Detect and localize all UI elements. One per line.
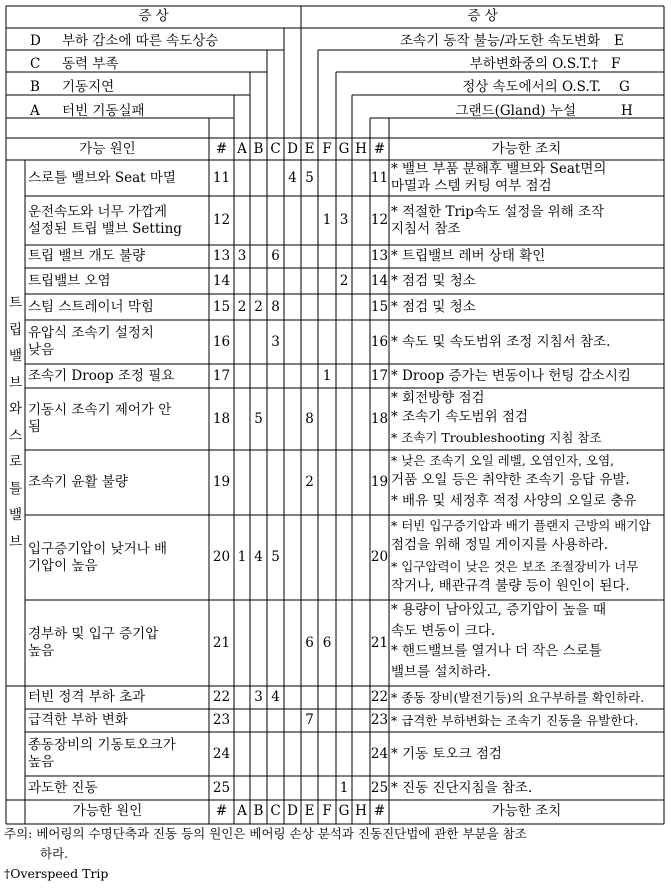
group-label-char: 틀 [8,480,23,497]
group-label-char: 립 [8,321,23,338]
footnote-line1: 주의: 베어링의 수명단축과 진동 등의 원인은 베어링 손상 분석과 진동진단법에 관한 부분을 참조 [4,826,527,841]
col-header-action: 가능한 조치 [491,141,562,157]
row-21-action: * 핸드밸브를 열거나 더 작은 스로틀 [391,643,602,659]
row-13-action: * 트립밸브 레버 상태 확인 [391,248,546,264]
right-symptom-code-G: G [619,79,630,95]
row-23-num2: 23 [370,712,389,728]
row-23-cause: 급격한 부하 변화 [28,712,128,728]
col-header-cause: 가능 원인 [79,141,136,157]
row-22-action: * 종동 장비(발전기등)의 요구부하를 확인하라. [391,690,645,705]
row-20-action: 작거나, 배관규격 불량 등이 원인이 된다. [391,577,630,594]
footer-header-num2: # [373,803,386,819]
row-20-cause: 기압이 높음 [28,557,98,574]
footer-header-d: D [287,803,298,819]
row-18-cause: 기동시 조속기 제어가 안 [28,402,172,418]
left-symptom-label-A: 터빈 기동실패 [62,103,145,119]
row-18-cell-b: 5 [254,410,263,427]
row-12-cell-f: 1 [322,212,332,228]
row-14-num: 14 [212,272,231,289]
row-11-cell-d: 4 [288,169,297,186]
right-symptom-code-F: F [611,56,621,72]
row-11-action: 마멸과 스템 커팅 여부 점검 [391,178,552,194]
row-21-action: 밸브를 설치하라. [391,663,491,680]
col-header-b: B [253,141,264,157]
left-symptom-label-D: 부하 감소에 따른 속도상승 [62,33,219,49]
row-21-cell-f: 6 [322,634,332,651]
row-19-cause: 조속기 윤활 불량 [28,474,128,490]
row-12-num: 12 [212,212,231,228]
row-11-cause: 스로틀 밸브와 Seat 마멸 [28,169,176,186]
row-24-cause: 높음 [28,754,55,770]
row-15-cell-a: 2 [237,298,247,315]
right-symptom-label-H: 그랜드(Gland) 누설 [455,103,576,119]
row-25-cell-g: 1 [339,779,349,796]
col-header-f: F [322,141,332,157]
group-label-char: 밸 [8,507,23,523]
col-header-e: E [304,141,315,157]
row-24-cause: 종동장비의 기동토오크가 [28,737,176,753]
row-18-cause: 됨 [28,419,42,435]
row-20-action: * 입구압력이 낮은 것은 보조 조절장비가 너무 [391,558,639,574]
row-12-cause: 운전속도와 너무 가깝게 [28,203,167,220]
col-header-num2: # [373,141,386,157]
row-23-num: 23 [212,712,231,728]
row-18-action: * 조속기 속도범위 점검 [391,409,528,426]
row-15-cause: 스팀 스트레이너 막힘 [28,298,154,315]
row-11-num: 11 [212,169,231,186]
row-16-action: * 속도 및 속도범위 조정 지침서 참조. [391,333,611,350]
row-21-cell-e: 6 [305,634,314,651]
col-header-d: D [287,141,298,157]
row-16-cell-c: 3 [271,333,280,350]
row-11-action: * 밸브 부품 분해후 밸브와 Seat면의 [391,161,607,177]
row-24-num: 24 [212,745,231,762]
row-20-action: * 터빈 입구증기압과 배기 플랜지 근방의 배기압 [391,518,651,533]
right-symptom-label-G: 정상 속도에서의 O.S.T. [462,79,601,95]
group-label-char: 브 [8,374,23,391]
row-18-num: 18 [212,410,231,427]
row-19-action: * 낮은 조속기 오일 레벨, 오염인자, 오염, [391,453,615,468]
col-header-h: H [355,141,367,157]
row-17-cell-f: 1 [322,367,332,384]
row-20-num2: 20 [370,549,389,565]
col-header-a: A [237,141,247,157]
footer-header-cause: 가능한 원인 [72,803,143,819]
row-19-cell-e: 2 [305,474,314,490]
row-22-num: 22 [212,689,231,705]
left-symptom-code-C: C [30,56,41,72]
row-18-action: * 조속기 Troubleshooting 지침 참조 [391,429,602,445]
footer-header-a: A [237,803,247,819]
group-label-char: 브 [8,533,23,550]
row-13-cell-c: 6 [271,248,280,264]
row-25-num: 25 [212,779,231,796]
row-11-cell-e: 5 [305,169,314,186]
row-15-action: * 점검 및 청소 [391,298,476,315]
footer-header-c: C [270,803,281,819]
row-20-action: 점검을 위해 정밀 게이지를 사용하라. [391,537,609,554]
footer-header-g: G [338,803,350,819]
row-21-num2: 21 [370,634,389,651]
row-19-num2: 19 [370,474,389,490]
row-18-action: * 회전방향 점검 [391,390,485,406]
row-21-num: 21 [212,634,231,651]
row-16-cause: 낮음 [28,342,55,358]
row-13-num2: 13 [370,248,389,264]
row-21-cause: 높음 [28,643,55,659]
footer-header-action: 가능한 조치 [491,803,562,819]
group-label-char: 로 [8,454,23,470]
row-18-num2: 18 [370,410,389,427]
row-22-cell-c: 4 [271,689,280,705]
col-header-num: # [215,141,228,157]
symptom-header-right: 증 상 [467,8,498,24]
row-21-action: 속도 변동이 크다. [391,622,496,639]
right-symptom-code-E: E [614,33,624,49]
row-15-cell-c: 8 [271,298,280,315]
row-12-cause: 설정된 트립 밸브 Setting [28,220,182,237]
row-25-action: * 진동 진단지침을 참조. [391,779,533,796]
row-16-num2: 16 [370,333,389,350]
group-label-char: 스 [8,427,23,444]
row-14-cause: 트립밸브 오염 [28,272,111,289]
row-22-num2: 22 [370,689,389,705]
row-25-num2: 25 [370,779,389,796]
row-17-cause: 조속기 Droop 조정 필요 [28,367,175,384]
footer-header-f: F [322,803,332,819]
footer-header-b: B [253,803,264,819]
footer-header-num: # [215,803,228,819]
left-symptom-code-B: B [30,79,40,95]
row-17-num: 17 [212,367,231,384]
group-label-char: 트 [8,295,23,311]
row-21-cause: 경부하 및 입구 증기압 [28,626,159,642]
row-21-action: * 용량이 남아있고, 증기압이 높을 때 [391,602,607,618]
row-12-num2: 12 [370,212,389,228]
row-20-num: 20 [212,549,231,565]
col-header-g: G [338,141,350,157]
row-23-cell-e: 7 [305,712,314,728]
row-22-cell-b: 3 [254,689,263,705]
row-22-cause: 터빈 정격 부하 초과 [28,689,146,705]
right-symptom-label-E: 조속기 동작 불능/과도한 속도변화 [400,33,600,49]
row-13-cell-a: 3 [237,248,247,264]
row-17-action: * Droop 증가는 변동이나 헌팅 감소시킴 [391,367,631,384]
row-12-action: * 적절한 Trip속도 설정을 위해 조작 [391,203,605,220]
row-18-cell-e: 8 [305,410,314,427]
symptom-header-left: 증 상 [138,8,169,24]
footnote-line2: 하라. [40,846,69,861]
footnote-ost: †Overspeed Trip [4,866,109,881]
row-14-num2: 14 [370,272,389,289]
right-symptom-code-H: H [621,103,633,119]
row-15-cell-b: 2 [254,298,263,315]
row-19-action: 거품 오일 등은 취약한 조속기 응답 유발. [391,472,630,489]
right-symptom-label-F: 부하변화중의 O.S.T.† [469,56,598,72]
row-14-action: * 점검 및 청소 [391,272,476,289]
footer-header-h: H [355,803,367,819]
row-14-cell-g: 2 [339,272,349,289]
row-16-cause: 유압식 조속기 설정치 [28,325,154,341]
col-header-c: C [270,141,281,157]
row-25-cause: 과도한 진동 [28,779,98,796]
row-17-num2: 17 [370,367,389,384]
row-24-num2: 24 [370,745,389,762]
group-label-char: 밸 [8,348,23,364]
row-12-cell-g: 3 [339,212,349,228]
row-20-cell-c: 5 [271,549,280,565]
left-symptom-code-D: D [30,33,41,49]
row-11-num2: 11 [370,169,389,186]
row-23-action: * 급격한 부하변화는 조속기 진동을 유발한다. [391,713,639,728]
left-symptom-label-C: 동력 부족 [62,56,119,72]
row-20-cause: 입구증기압이 낮거나 배 [28,540,167,557]
row-20-cell-a: 1 [237,549,247,565]
row-15-num2: 15 [370,298,389,315]
row-12-action: 지침서 참조 [391,220,461,237]
group-label-char: 와 [8,401,23,417]
left-symptom-label-B: 기동지연 [62,79,115,95]
row-24-action: * 기동 토오크 점검 [391,745,502,762]
row-20-cell-b: 4 [254,549,263,565]
row-13-cause: 트립 밸브 개도 불량 [28,248,146,264]
row-15-num: 15 [212,298,231,315]
row-16-num: 16 [212,333,231,350]
footer-header-e: E [304,803,315,819]
row-13-num: 13 [212,248,231,264]
left-symptom-code-A: A [30,103,40,119]
row-19-action: * 배유 및 세정후 적정 사양의 오일로 충유 [391,492,637,509]
row-19-num: 19 [212,474,231,490]
